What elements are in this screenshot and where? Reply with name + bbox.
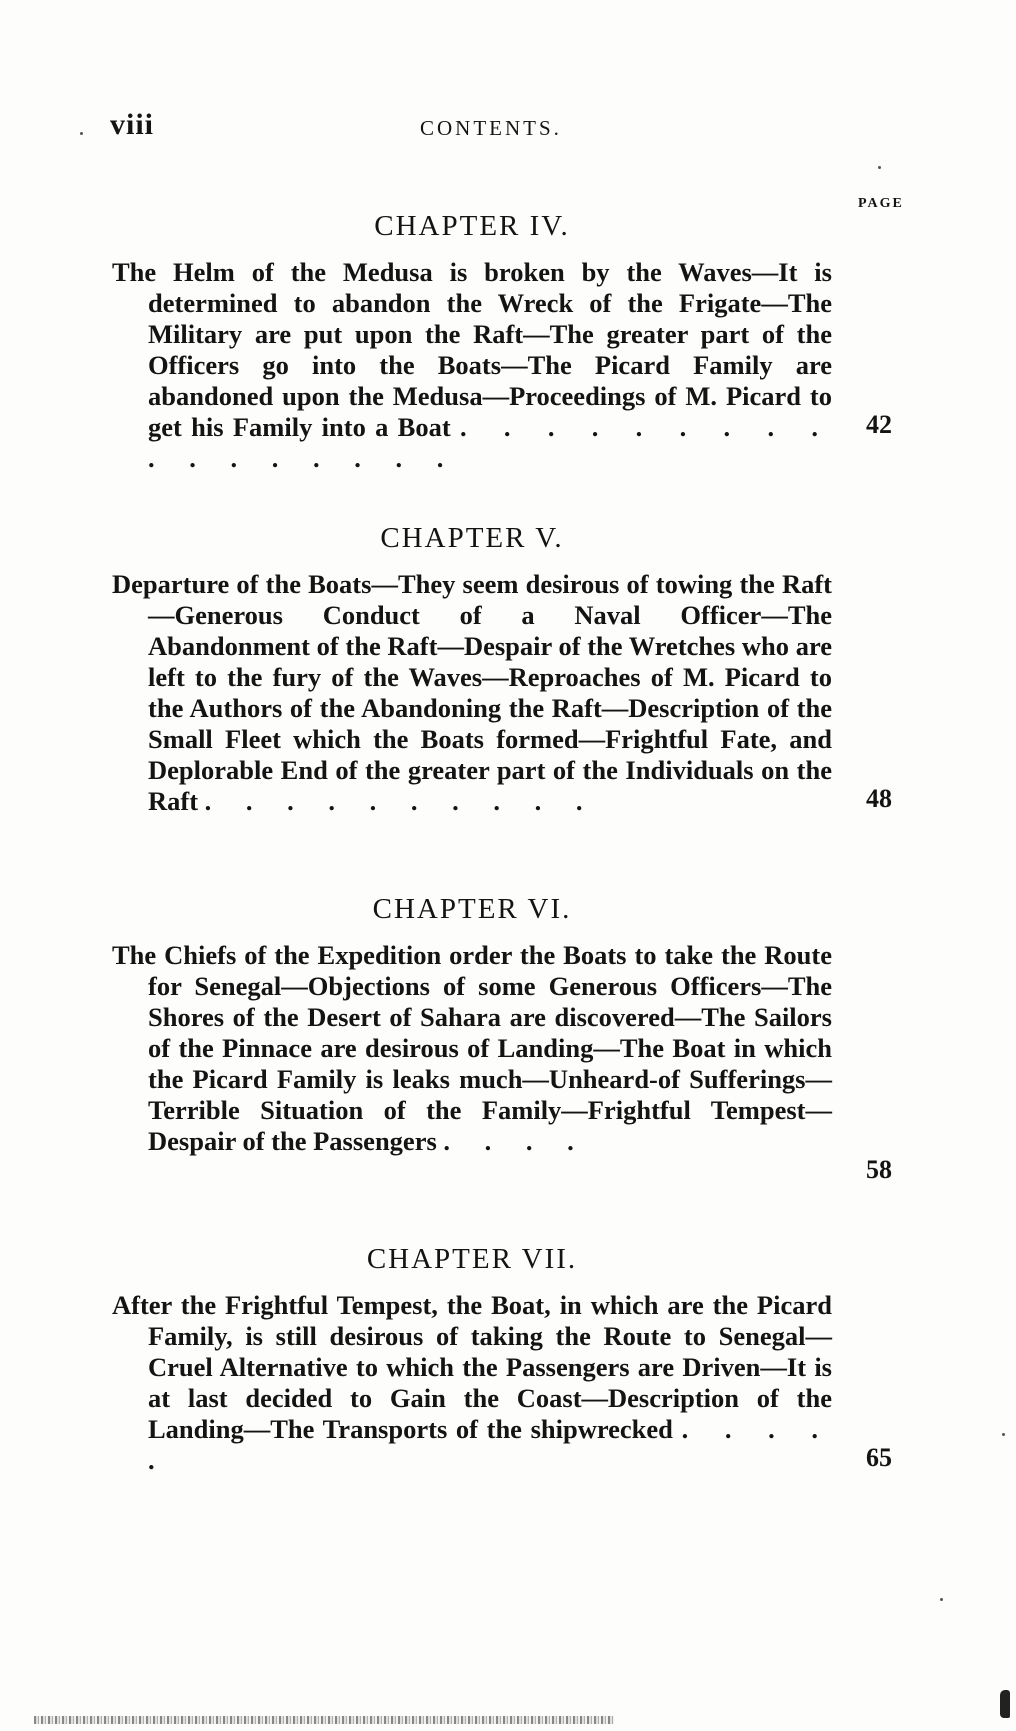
chapter-summary-text: Departure of the Boats—They seem desirous of towing the Raft—Generous Conduct of a Naval Officer—The Abandonment of the Raft—Despair of the Wretches who are left to the fury of the Waves—Reproaches of M. Picard to the Authors of the Abandoning the Raft—Description of the Small Fleet which the Boats formed—Frightful Fate, and Deplorable End of the greater part of the Individuals on the Raft xyxy=(112,569,832,816)
chapter-summary-text: The Helm of the Medusa is broken by the Waves—It is determined to abandon the Wreck of the Frigate—The Military are put upon the Raft—The greater part of the Officers go into the Boats—The Picard Family are abandoned upon the Medusa—Proceedings of M. Picard to get his Family into a Boat xyxy=(112,257,832,442)
page-column-label: PAGE xyxy=(858,196,904,211)
scan-artifact-strip xyxy=(34,1716,614,1724)
chapter-page-number: 48 xyxy=(866,784,892,813)
chapter-summary xyxy=(112,257,832,474)
dot-leader: . . . . . . . . . . xyxy=(204,786,597,816)
dot-leader: . . . . . . . . . . . . . . . . . xyxy=(148,412,833,473)
chapter-heading: CHAPTER VII. xyxy=(366,1243,578,1275)
chapter-summary-text: After the Frightful Tempest, the Boat, in which are the Picard Family, is still desirous of taking the Route to Senegal—Cruel Alternative to which the Passengers are Driven—It is at last decided to Gain the Coast—Description of the Landing—The Transports of the shipwrecked xyxy=(112,1290,832,1444)
chapter-summary-text: The Chiefs of the Expedition order the Boats to take the Route for Senegal—Objections of some Generous Officers—The Shores of the Desert of Sahara are discovered—The Sailors of the Pinnace are desirous of Landing—The Boat in which the Picard Family is leaks much—Unheard-of Sufferings—Terrible Situation of the Family—Frightful Tempest—Despair of the Passengers xyxy=(112,940,832,1156)
chapter-summary xyxy=(112,940,832,1157)
chapter-entry xyxy=(112,893,892,1184)
chapter-entry xyxy=(112,1243,892,1476)
page-number: viii xyxy=(110,108,155,141)
chapter-heading: CHAPTER IV. xyxy=(374,210,570,242)
running-head: CONTENTS. xyxy=(420,116,562,140)
chapter-page-number: 42 xyxy=(866,410,892,439)
scan-speck xyxy=(878,166,881,169)
chapter-heading: CHAPTER V. xyxy=(380,522,564,554)
chapter-summary xyxy=(112,1290,832,1476)
scan-speck xyxy=(80,132,83,135)
chapter-page-number: 65 xyxy=(866,1443,892,1472)
scan-speck xyxy=(1002,1433,1005,1436)
chapter-page-number: 58 xyxy=(866,1155,892,1184)
scan-edge-mark xyxy=(1000,1690,1010,1718)
scan-speck xyxy=(940,1598,943,1601)
chapter-summary xyxy=(112,569,832,817)
dot-leader: . . . . . xyxy=(148,1414,833,1475)
chapter-entry xyxy=(112,210,892,474)
chapter-heading: CHAPTER VI. xyxy=(372,893,572,925)
chapter-entry xyxy=(112,522,892,817)
dot-leader: . . . . xyxy=(443,1126,588,1156)
